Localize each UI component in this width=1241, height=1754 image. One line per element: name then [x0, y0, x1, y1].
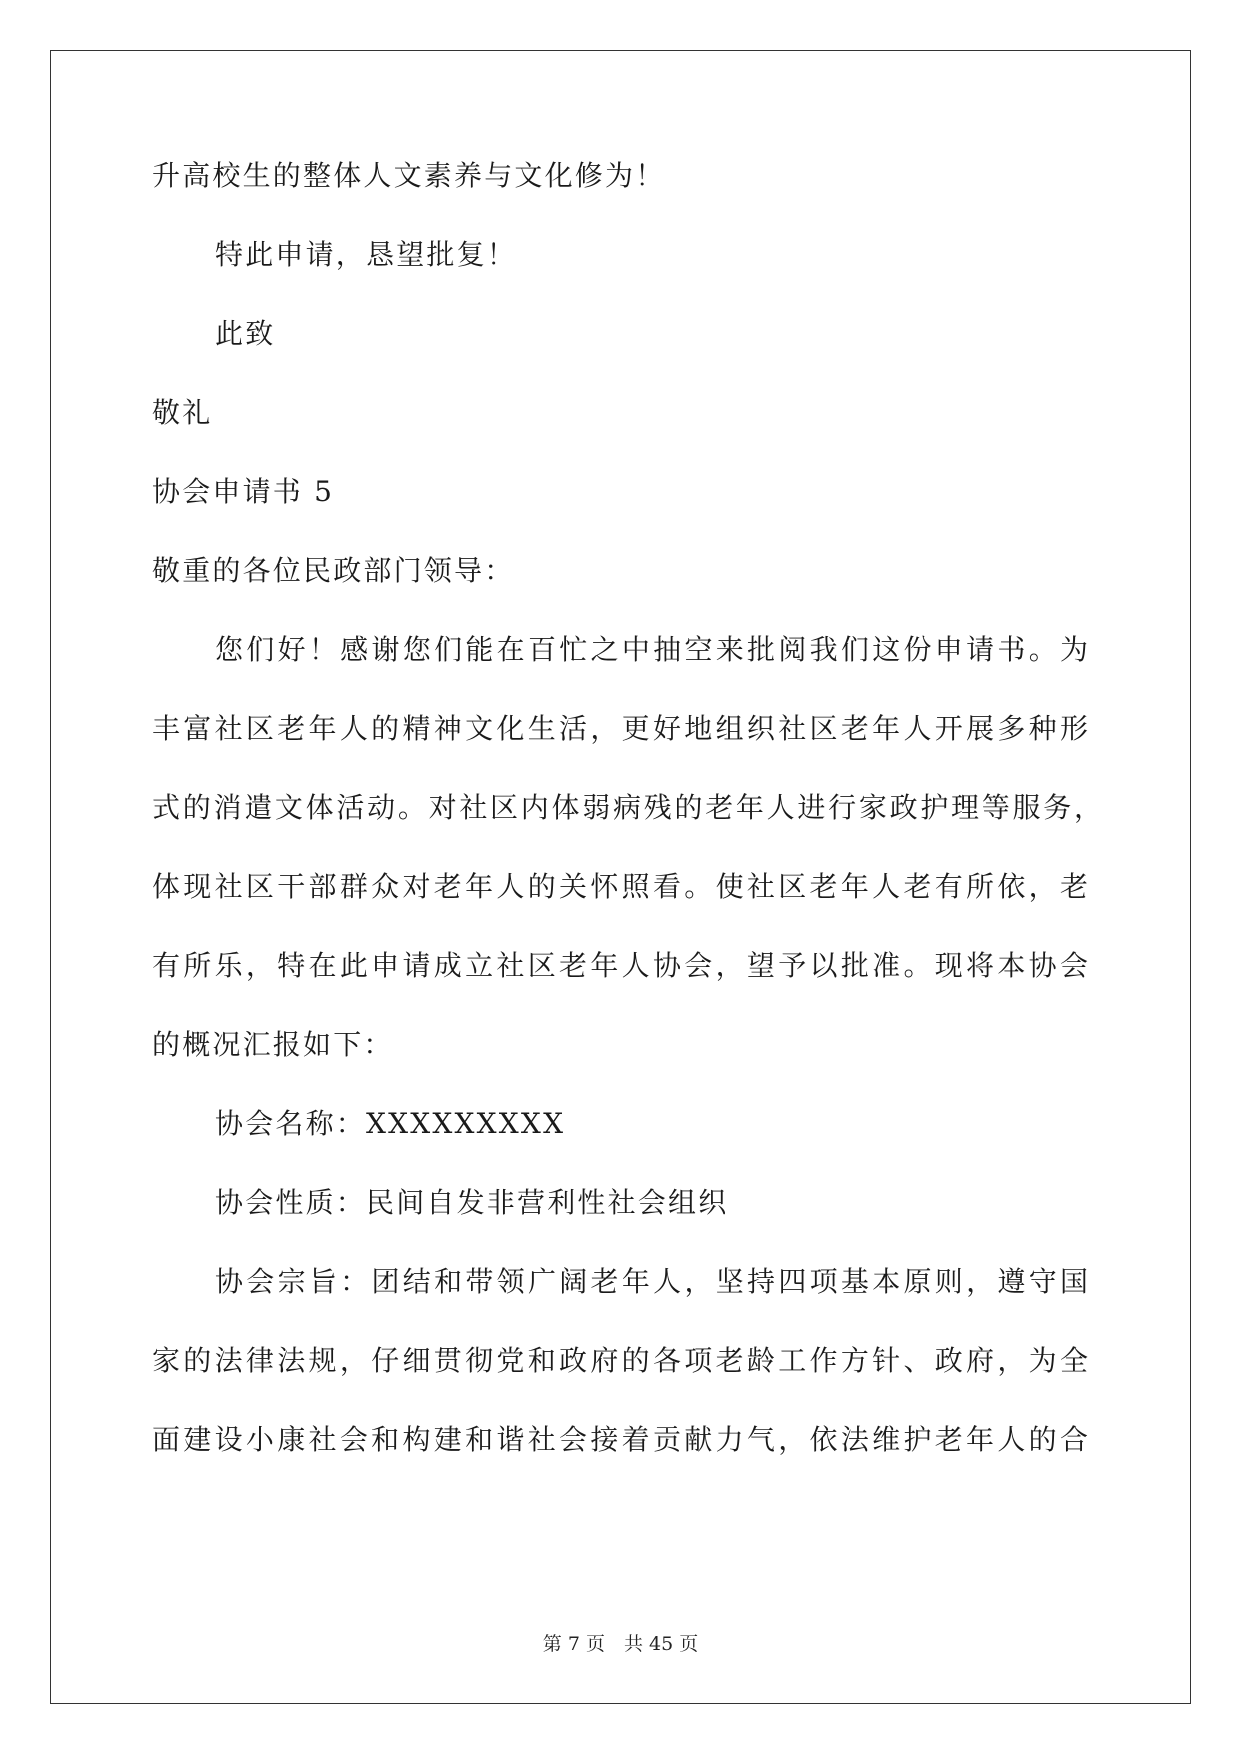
paragraph-line: 体现社区干部群众对老年人的关怀照看。使社区老年人老有所依，老: [152, 870, 1088, 903]
paragraph-line: 式的消遣文体活动。对社区内体弱病残的老年人进行家政护理等服务，: [152, 791, 1102, 824]
page-number: 第 7 页 共 45 页: [542, 1633, 699, 1655]
section-heading: 协会申请书 5: [152, 475, 335, 508]
text-line: 特此申请，恳望批复！: [215, 238, 518, 271]
text-line: 敬礼: [152, 396, 213, 429]
association-purpose: 协会宗旨：团结和带领广阔老年人，坚持四项基本原则，遵守国: [215, 1265, 1088, 1298]
paragraph-line: 的概况汇报如下：: [152, 1028, 394, 1061]
paragraph-line: 您们好！感谢您们能在百忙之中抽空来批阅我们这份申请书。为: [215, 633, 1088, 666]
association-nature: 协会性质：民间自发非营利性社会组织: [215, 1186, 729, 1219]
salutation: 敬重的各位民政部门领导：: [152, 554, 515, 587]
paragraph-line: 丰富社区老年人的精神文化生活，更好地组织社区老年人开展多种形: [152, 712, 1088, 745]
text-line: 升高校生的整体人文素养与文化修为！: [152, 159, 666, 192]
paragraph-line: 面建设小康社会和构建和谐社会接着贡献力气，依法维护老年人的合: [152, 1423, 1088, 1456]
paragraph-line: 有所乐，特在此申请成立社区老年人协会，望予以批准。现将本协会: [152, 949, 1088, 982]
association-name: 协会名称：XXXXXXXXX: [215, 1107, 566, 1140]
paragraph-line: 家的法律法规，仔细贯彻党和政府的各项老龄工作方针、政府，为全: [152, 1344, 1088, 1377]
text-line: 此致: [215, 317, 276, 350]
